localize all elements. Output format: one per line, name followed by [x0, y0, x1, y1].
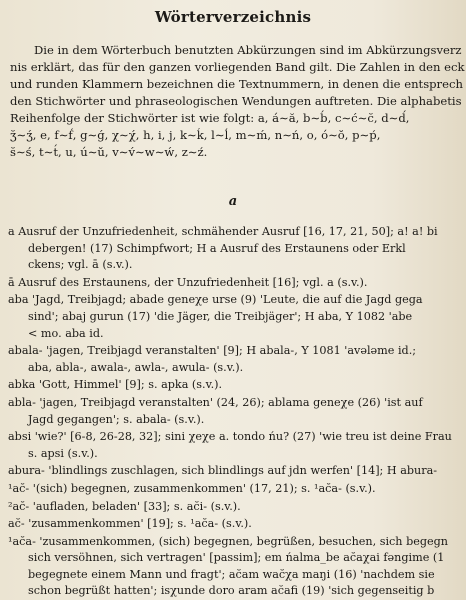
entry-line: ac̆- 'zusammenkommen' [19]; s. ¹ac̆a- (s.v.).: [8, 517, 252, 531]
dictionary-entry: [8, 481, 466, 498]
dictionary-entry: [8, 534, 466, 600]
dictionary-entry: [8, 429, 466, 462]
dictionary-entry: [8, 224, 466, 274]
entry-line: abla- 'jagen, Treibjagd veranstalten' (24, 26); ablama geneχe (26) 'ist auf: [8, 395, 423, 409]
entry-line: aba 'Jagd, Treibjagd; abade geneχe urse (9) 'Leute, die auf die Jagd gega: [8, 293, 423, 307]
entry-line: sind'; abaj gurun (17) 'die Jäger, die Treibjäger'; H aba, Y 1082 'abe: [28, 309, 413, 323]
entry-list: [8, 224, 466, 600]
entry-line: ckens; vgl. ā (s.v.).: [28, 258, 133, 272]
entry-line: a Ausruf der Unzufriedenheit, schmähender Ausruf [16, 17, 21, 50]; a! a! bi: [8, 225, 438, 238]
intro-paragraph: [10, 42, 466, 161]
intro-line: Reihenfolge der Stichwörter ist wie folgt: a, á∼ă, b∼b́, c∼ć∼c̆, d∼d́,: [10, 111, 410, 125]
intro-line: ʒ̆∼ʒ́, e, f∼f́, g∼ǵ, χ∼χ́, h, i, j, k∼ḱ, l∼ĺ, m∼ḿ, n∼ń, o, ó∼ŏ, p∼ṕ,: [10, 128, 381, 142]
entry-line: begegnete einem Mann und fragt'; ac̆am wac̆χa maŋi (16) 'nachdem sie: [28, 567, 435, 581]
entry-line: Jagd gegangen'; s. abala- (s.v.).: [28, 412, 205, 426]
entry-line: ²ac̆- 'aufladen, beladen' [33]; s. ac̆i- (s.v.).: [8, 499, 241, 513]
entry-line: ā Ausruf des Erstaunens, der Unzufriedenheit [16]; vgl. a (s.v.).: [8, 275, 368, 289]
dictionary-entry: [8, 463, 466, 480]
section-heading-a: a: [228, 194, 238, 209]
entry-line: abura- 'blindlings zuschlagen, sich blindlings auf jdn werfen' [14]; H abura-: [8, 464, 438, 478]
dictionary-entry: [8, 275, 466, 292]
intro-line: nis erklärt, das für den ganzen vorliegenden Band gilt. Die Zahlen in den eck: [10, 60, 465, 74]
entry-line: ¹ac̆a- 'zusammenkommen, (sich) begegnen, begrüßen, besuchen, sich begegn: [8, 534, 448, 548]
intro-line: Die in dem Wörterbuch benutzten Abkürzungen sind im Abkürzungsverz: [34, 43, 462, 57]
entry-line: aba, abla-, awala-, awla-, awula- (s.v.).: [28, 360, 244, 374]
entry-line: ¹ac̆- '(sich) begegnen, zusammenkommen' (17, 21); s. ¹ac̆a- (s.v.).: [8, 481, 376, 495]
entry-line: schon begrüßt hatten'; isχunde doro aram ac̆afi (19) 'sich gegenseitig b: [28, 584, 435, 598]
entry-line: s. apsi (s.v.).: [28, 446, 98, 460]
dictionary-entry: [8, 343, 466, 376]
intro-line: s̆∼ś, t∼t́, u, ú∼ŭ, v∼v́∼w∼ẃ, z∼ź.: [10, 145, 208, 159]
entry-line: sich versöhnen, sich vertragen' [passim]; em ńalma_be ac̆aχai fəngime (1: [28, 551, 445, 565]
entry-line: debergen! (17) Schimpfwort; H a Ausruf des Erstaunens oder Erkl: [28, 241, 406, 255]
entry-line: absi 'wie?' [6-8, 26-28, 32]; sini χeχe a. tondo ńu? (27) 'wie treu ist deine Frau: [8, 430, 452, 444]
page-title: Wörterverzeichnis: [154, 8, 312, 26]
intro-line: und runden Klammern bezeichnen die Textnummern, in denen die entsprech: [10, 77, 463, 91]
entry-line: < mo. aba id.: [28, 326, 104, 340]
dictionary-entry: [8, 292, 466, 342]
dictionary-entry: [8, 499, 466, 516]
dictionary-entry: [8, 516, 466, 533]
dictionary-entry: [8, 377, 466, 394]
entry-line: abala- 'jagen, Treibjagd veranstalten' [9]; H abala-, Y 1081 'avələme id.;: [8, 344, 417, 358]
entry-line: abka 'Gott, Himmel' [9]; s. apka (s.v.).: [8, 378, 223, 392]
dictionary-entry: [8, 395, 466, 428]
intro-line: den Stichwörter und phraseologischen Wendungen auftreten. Die alphabetis: [10, 94, 462, 108]
